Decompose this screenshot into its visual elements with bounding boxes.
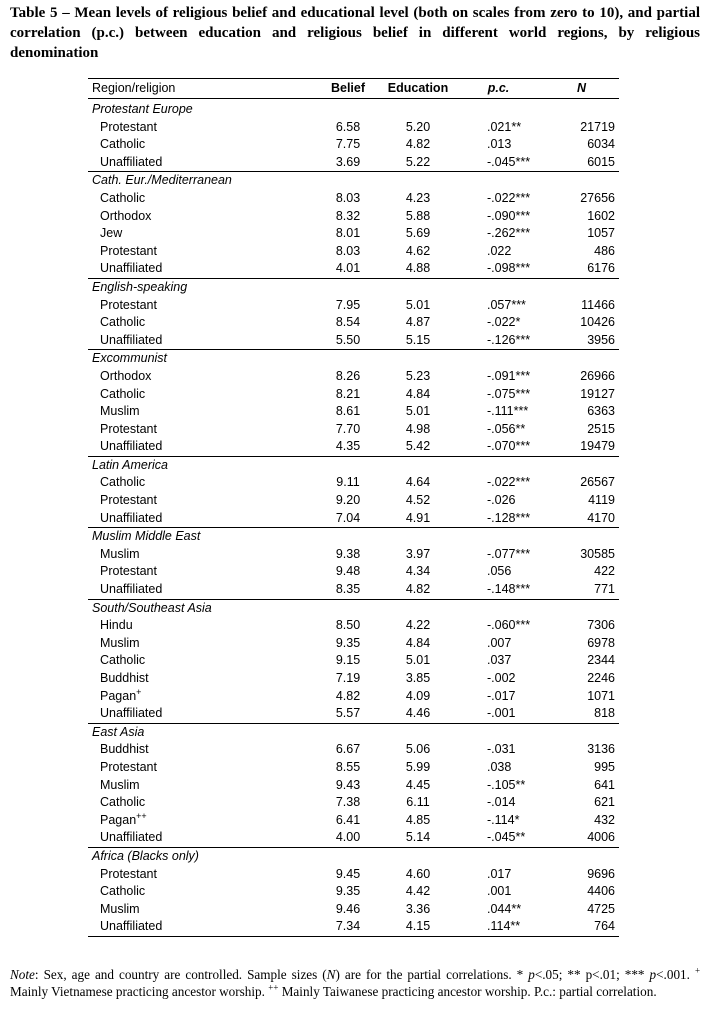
- region-name: South/Southeast Asia: [88, 599, 619, 617]
- pc-cell: -.075***: [487, 386, 531, 401]
- n-cell: 4406: [587, 884, 615, 899]
- table-row: [88, 759, 619, 777]
- religion-cell: Catholic: [100, 884, 146, 899]
- pc-cell: .007: [487, 635, 512, 650]
- region-name: Excommunist: [88, 350, 619, 368]
- pc-cell: -.098***: [487, 261, 531, 276]
- religion-cell: Pagan++: [100, 810, 147, 827]
- belief-cell: 6.58: [335, 119, 361, 134]
- region-name: Muslim Middle East: [88, 528, 619, 546]
- education-cell: 6.11: [406, 795, 430, 810]
- education-cell: 5.06: [405, 742, 431, 757]
- pc-cell: -.002: [487, 671, 516, 685]
- n-cell: 11466: [581, 297, 615, 312]
- religion-cell: Muslim: [100, 546, 140, 561]
- header-education: Education: [383, 79, 453, 99]
- table-row: [88, 297, 619, 315]
- table-row: [88, 438, 619, 456]
- table-row: [88, 332, 619, 350]
- region-row: [88, 847, 619, 865]
- belief-cell: 8.50: [335, 618, 361, 633]
- pc-cell: -.045**: [487, 830, 526, 845]
- pc-cell: .037: [487, 653, 512, 668]
- education-cell: 4.82: [405, 582, 431, 597]
- n-cell: 771: [594, 582, 615, 597]
- table-row: [88, 866, 619, 884]
- pc-cell: .057***: [487, 297, 526, 312]
- table-row: [88, 688, 619, 706]
- religion-cell: Protestant: [100, 421, 157, 436]
- region-name: Protestant Europe: [92, 102, 193, 116]
- education-cell: 5.14: [405, 830, 431, 845]
- education-cell: 5.01: [405, 653, 431, 668]
- table-row: [88, 119, 619, 137]
- education-cell: 5.88: [405, 208, 431, 223]
- religion-cell: Protestant: [100, 493, 157, 508]
- region-row: [88, 278, 619, 296]
- belief-cell: 4.00: [335, 830, 361, 845]
- region-name: English-speaking: [88, 278, 619, 296]
- note-text-6: Mainly Taiwanese practicing ancestor worship. P.c.: partial correlation.: [278, 984, 657, 999]
- pc-cell: -.045***: [487, 154, 531, 169]
- table-row: [88, 208, 619, 226]
- pc-cell: -.262***: [487, 226, 531, 241]
- belief-cell: 5.50: [335, 332, 361, 347]
- pc-cell: -.001: [487, 706, 516, 721]
- note-text-3: <.05; ** p<.01; ***: [534, 967, 650, 982]
- pc-cell: -.031: [487, 742, 516, 757]
- table-row: [88, 314, 619, 332]
- education-cell: 3.36: [405, 901, 431, 916]
- table-row: [88, 670, 619, 688]
- education-cell: 4.42: [405, 884, 431, 899]
- table-row: [88, 260, 619, 278]
- religion-cell: Buddhist: [100, 742, 149, 757]
- n-cell: 26966: [580, 368, 615, 383]
- region-row: [88, 99, 619, 119]
- pc-cell: -.105**: [487, 777, 526, 792]
- education-cell: 3.97: [405, 546, 431, 561]
- religion-cell: Unaffiliated: [100, 830, 163, 845]
- header-row: [88, 79, 619, 99]
- belief-cell: 9.45: [335, 866, 361, 881]
- belief-cell: 8.01: [335, 226, 361, 241]
- religion-cell: Muslim: [100, 777, 140, 792]
- header-n: N: [544, 79, 619, 99]
- table-row: [88, 368, 619, 386]
- religion-cell: Hindu: [100, 618, 133, 633]
- religion-cell: Unaffiliated: [100, 332, 163, 347]
- belief-cell: 7.75: [335, 137, 361, 152]
- religion-cell: Protestant: [100, 866, 157, 881]
- table-row: [88, 546, 619, 564]
- n-cell: 486: [594, 243, 615, 258]
- n-cell: 818: [594, 706, 615, 721]
- religion-cell: Catholic: [100, 137, 146, 152]
- education-cell: 4.15: [383, 918, 453, 936]
- religion-cell: Muslim: [100, 404, 140, 419]
- belief-cell: 7.38: [335, 795, 361, 810]
- pc-cell: -.148***: [487, 582, 531, 597]
- table-row: [88, 243, 619, 261]
- n-cell: 6978: [587, 635, 615, 650]
- religion-cell: Protestant: [100, 119, 157, 134]
- table-note: [10, 966, 700, 1000]
- education-cell: 4.98: [405, 421, 431, 436]
- religion-cell: Orthodox: [100, 368, 152, 383]
- table-title: Table 5 – Mean levels of religious belief and educational level (both on scales from zero to 10), and partial correlation (p.c.) between education and religious belief in different world regions, by religious denomination: [10, 5, 700, 61]
- n-cell: 4006: [587, 830, 615, 845]
- education-cell: 4.87: [405, 315, 431, 330]
- table-row: [88, 474, 619, 492]
- education-cell: 4.52: [405, 493, 431, 508]
- religion-cell: Muslim: [100, 635, 140, 650]
- table-row: [88, 901, 619, 919]
- pc-cell: -.070***: [487, 439, 531, 454]
- belief-cell: 7.34: [313, 918, 383, 936]
- education-cell: 5.15: [405, 332, 431, 347]
- table-row: [88, 812, 619, 830]
- belief-cell: 9.20: [335, 493, 361, 508]
- pc-cell: -.091***: [487, 368, 531, 383]
- belief-cell: 9.11: [336, 475, 360, 490]
- n-cell: 432: [594, 812, 615, 827]
- table-row: [88, 705, 619, 723]
- region-row: [88, 599, 619, 617]
- n-cell: 1071: [587, 688, 615, 703]
- table-row: [88, 154, 619, 172]
- n-cell: 621: [594, 795, 615, 810]
- religion-cell: Jew: [100, 226, 123, 241]
- region-name: East Asia: [88, 723, 619, 741]
- religion-cell: Orthodox: [100, 208, 152, 223]
- belief-cell: 9.48: [335, 564, 361, 579]
- n-cell: 7306: [587, 618, 615, 633]
- pc-cell: -.114*: [487, 812, 520, 827]
- education-cell: 4.22: [405, 618, 431, 633]
- education-cell: 4.64: [405, 475, 431, 490]
- belief-cell: 5.57: [335, 706, 361, 721]
- religion-cell: Pagan+: [100, 686, 142, 703]
- pc-cell: .013: [487, 137, 512, 152]
- pc-cell: .021**: [487, 119, 522, 134]
- pc-cell: -.014: [487, 795, 516, 810]
- belief-cell: 6.41: [335, 812, 361, 827]
- header-region-religion: Region/religion: [88, 79, 313, 99]
- table-row: [88, 225, 619, 243]
- religion-cell: Unaffiliated: [100, 261, 163, 276]
- education-cell: 4.84: [405, 386, 431, 401]
- note-text-4: <.001.: [656, 967, 695, 982]
- note-sup-2: ++: [268, 982, 279, 993]
- religion-cell: Unaffiliated: [100, 510, 163, 525]
- pc-cell: .017: [487, 866, 512, 881]
- region-name: Africa (Blacks only): [88, 847, 619, 865]
- n-cell: 2344: [587, 653, 615, 668]
- note-p-1: p: [528, 967, 535, 982]
- data-table: [88, 78, 619, 937]
- religion-cell: Unaffiliated: [100, 582, 163, 597]
- region-row: [88, 172, 619, 190]
- belief-cell: 8.03: [335, 243, 361, 258]
- n-cell: 1602: [587, 208, 615, 223]
- pc-cell: -.111***: [487, 404, 529, 419]
- education-cell: 4.46: [405, 706, 431, 721]
- education-cell: 5.22: [405, 154, 431, 169]
- education-cell: 4.60: [405, 866, 431, 881]
- belief-cell: 9.35: [335, 884, 361, 899]
- n-cell: 4725: [587, 901, 615, 916]
- pc-cell: -.026: [487, 493, 516, 508]
- belief-cell: 8.54: [335, 315, 361, 330]
- note-text-2: ) are for the partial correlations. *: [335, 967, 529, 982]
- pc-cell: -.128***: [487, 510, 531, 525]
- religion-cell: Protestant: [100, 564, 157, 579]
- table-row: [88, 883, 619, 901]
- n-cell: 19127: [580, 386, 615, 401]
- education-cell: 4.85: [405, 812, 431, 827]
- note-text-5: Mainly Vietnamese practicing ancestor worship.: [10, 984, 269, 999]
- pc-cell: .114**: [453, 918, 544, 936]
- belief-cell: 8.61: [335, 404, 361, 419]
- pc-cell: -.077***: [487, 546, 531, 561]
- n-cell: 10426: [580, 315, 615, 330]
- note-sup-1: +: [694, 965, 701, 976]
- region-name: Cath. Eur./Mediterranean: [88, 172, 619, 190]
- table-row: [88, 510, 619, 528]
- religion-cell: Unaffiliated: [100, 706, 163, 721]
- n-cell: 6363: [587, 404, 615, 419]
- table-row: [88, 581, 619, 599]
- belief-cell: 9.15: [335, 653, 361, 668]
- religion-cell: Catholic: [100, 475, 146, 490]
- pc-cell: .044**: [487, 901, 522, 916]
- table-row: [88, 421, 619, 439]
- education-cell: 4.82: [405, 137, 431, 152]
- n-cell: 30585: [580, 546, 615, 561]
- table-row: [88, 829, 619, 847]
- religion-cell: Catholic: [100, 190, 146, 205]
- belief-cell: 4.82: [335, 688, 361, 703]
- education-cell: 4.34: [405, 564, 431, 579]
- religion-cell: Protestant: [100, 759, 157, 774]
- belief-cell: 3.69: [335, 154, 361, 169]
- religion-cell: Buddhist: [100, 671, 149, 685]
- education-cell: 5.01: [405, 404, 431, 419]
- table-row: [88, 403, 619, 421]
- belief-cell: 9.35: [335, 635, 361, 650]
- pc-cell: -.022***: [487, 475, 531, 490]
- education-cell: 4.09: [405, 688, 431, 703]
- n-cell: 641: [594, 777, 615, 792]
- n-cell: 21719: [580, 119, 615, 134]
- belief-cell: 7.95: [335, 297, 361, 312]
- n-cell: 4170: [587, 510, 615, 525]
- education-cell: 4.23: [405, 190, 431, 205]
- table-row: [88, 386, 619, 404]
- table-row: [88, 635, 619, 653]
- region-row: [88, 456, 619, 474]
- n-cell: 422: [594, 564, 615, 579]
- note-p-2: p: [649, 967, 657, 982]
- region-row: [88, 350, 619, 368]
- header-belief: Belief: [313, 79, 383, 99]
- table-row: [88, 492, 619, 510]
- header-pc: p.c.: [453, 79, 544, 99]
- pc-cell: -.022*: [487, 315, 521, 330]
- religion-cell: Catholic: [100, 653, 146, 668]
- belief-cell: 4.01: [335, 261, 361, 276]
- religion-cell: Catholic: [100, 795, 146, 810]
- n-cell: 3956: [587, 332, 615, 347]
- n-cell: 3136: [587, 742, 615, 757]
- belief-cell: 6.67: [335, 742, 361, 757]
- religion-cell: Unaffiliated: [100, 439, 163, 454]
- belief-cell: 8.35: [335, 582, 361, 597]
- belief-cell: 9.43: [335, 777, 361, 792]
- n-cell: 26567: [580, 475, 615, 490]
- table-row: [88, 190, 619, 208]
- pc-cell: -.017: [487, 688, 516, 703]
- pc-cell: -.056**: [487, 421, 526, 436]
- pc-cell: -.022***: [487, 190, 531, 205]
- religion-cell: Muslim: [100, 901, 140, 916]
- belief-cell: 8.55: [335, 759, 361, 774]
- religion-cell: Protestant: [100, 243, 157, 258]
- table-row: [88, 617, 619, 635]
- religion-cell: Unaffiliated: [100, 154, 163, 169]
- table-row: [88, 741, 619, 759]
- n-cell: 1057: [587, 226, 615, 241]
- table-row: [88, 652, 619, 670]
- table-row: [88, 918, 619, 936]
- note-n-symbol: N: [326, 967, 336, 982]
- n-cell: 995: [594, 759, 615, 774]
- education-cell: 4.45: [405, 777, 431, 792]
- n-cell: 2246: [587, 671, 615, 685]
- table-body: [88, 99, 619, 937]
- note-text-1: : Sex, age and country are controlled. Sample sizes (: [34, 967, 327, 982]
- region-name: Latin America: [88, 456, 619, 474]
- pc-cell: -.060***: [487, 618, 531, 633]
- belief-cell: 7.19: [335, 671, 361, 685]
- table-row: [88, 136, 619, 154]
- education-cell: 5.42: [405, 439, 431, 454]
- education-cell: 5.99: [405, 759, 431, 774]
- belief-cell: 8.03: [335, 190, 361, 205]
- education-cell: 5.20: [405, 119, 431, 134]
- table-row: [88, 563, 619, 581]
- pc-cell: .056: [487, 564, 512, 579]
- pc-cell: -.126***: [487, 332, 531, 347]
- belief-cell: 4.35: [335, 439, 361, 454]
- table-row: [88, 777, 619, 795]
- n-cell: 4119: [588, 493, 615, 508]
- pc-cell: -.090***: [487, 208, 531, 223]
- education-cell: 3.85: [405, 671, 431, 685]
- education-cell: 4.91: [405, 510, 431, 525]
- religion-cell: Unaffiliated: [88, 918, 313, 936]
- religion-cell: Protestant: [100, 297, 157, 312]
- n-cell: 764: [544, 918, 619, 936]
- pc-cell: .038: [487, 759, 512, 774]
- note-label: Note: [10, 967, 35, 982]
- belief-cell: 8.32: [335, 208, 361, 223]
- religion-cell: Catholic: [100, 315, 146, 330]
- n-cell: 6034: [587, 137, 615, 152]
- n-cell: 2515: [587, 421, 615, 436]
- region-row: [88, 528, 619, 546]
- n-cell: 6015: [587, 154, 615, 169]
- n-cell: 6176: [587, 261, 615, 276]
- education-cell: 4.84: [405, 635, 431, 650]
- pc-cell: .001: [487, 884, 512, 899]
- region-row: [88, 723, 619, 741]
- pc-cell: .022: [487, 243, 512, 258]
- education-cell: 4.88: [405, 261, 431, 276]
- footnote-marker: +: [136, 686, 142, 697]
- belief-cell: 8.26: [335, 368, 361, 383]
- education-cell: 4.62: [405, 243, 431, 258]
- belief-cell: 7.70: [335, 421, 361, 436]
- footnote-marker: ++: [136, 810, 147, 821]
- education-cell: 5.01: [405, 297, 431, 312]
- belief-cell: 7.04: [335, 510, 361, 525]
- n-cell: 27656: [580, 190, 615, 205]
- belief-cell: 8.21: [335, 386, 361, 401]
- education-cell: 5.69: [405, 226, 431, 241]
- belief-cell: 9.46: [335, 901, 361, 916]
- n-cell: 9696: [587, 866, 615, 881]
- belief-cell: 9.38: [335, 546, 361, 561]
- n-cell: 19479: [580, 439, 615, 454]
- table-row: [88, 794, 619, 812]
- education-cell: 5.23: [405, 368, 431, 383]
- religion-cell: Catholic: [100, 386, 146, 401]
